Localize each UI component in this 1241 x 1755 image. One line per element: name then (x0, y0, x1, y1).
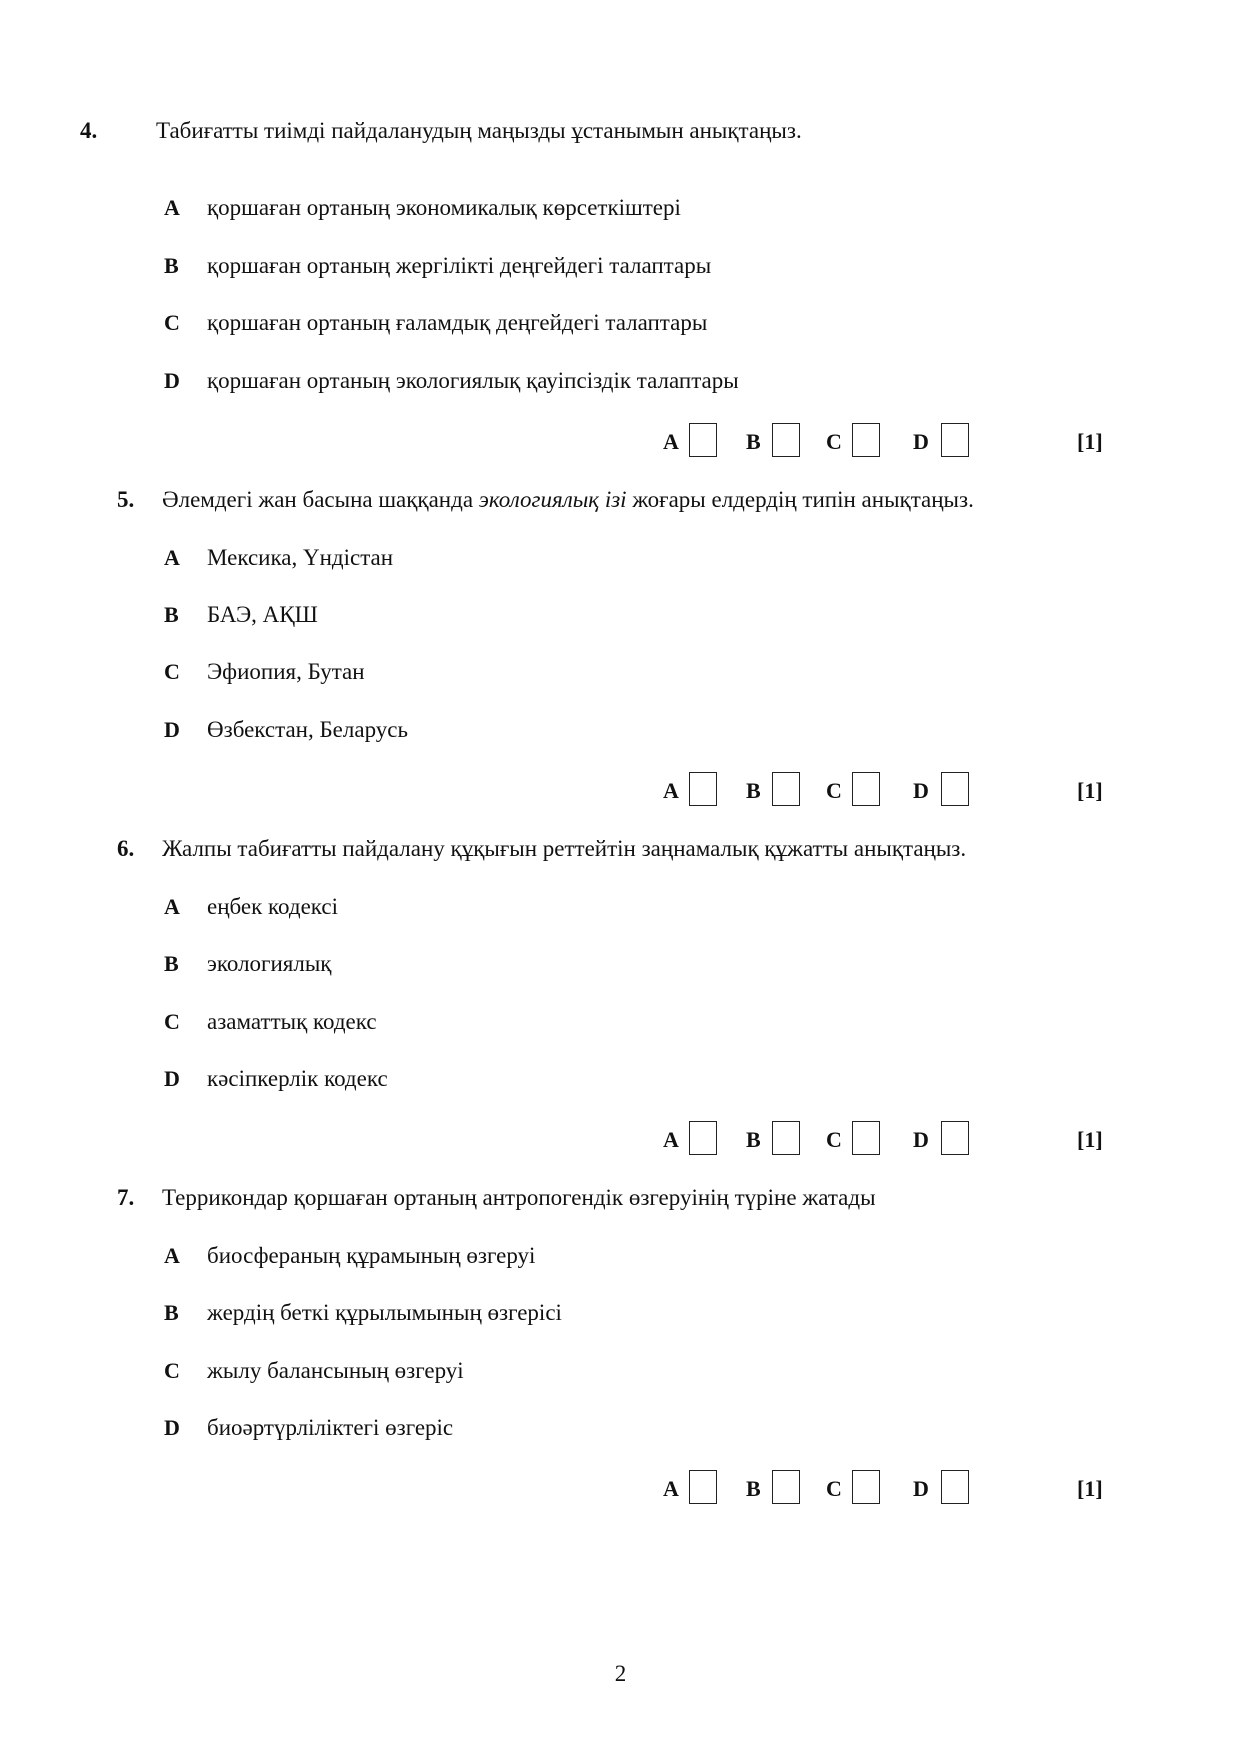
option-letter: B (164, 951, 179, 976)
marks: [1] (1077, 1476, 1103, 1501)
option-letter: D (164, 368, 180, 393)
answer-row (0, 423, 1241, 463)
option-text: экологиялық (207, 951, 332, 976)
answer-row (0, 772, 1241, 812)
option-a (0, 1243, 1241, 1273)
option-b (0, 602, 1241, 632)
answer-box-d[interactable] (941, 423, 969, 457)
option-text: БАЭ, АҚШ (207, 602, 318, 627)
option-letter: C (164, 310, 180, 335)
option-text: азаматтық кодекс (207, 1009, 377, 1034)
answer-box-c[interactable] (852, 1121, 880, 1155)
question-text: Табиғатты тиімді пайдаланудың маңызды ұстанымын анықтаңыз. (156, 118, 802, 143)
option-text: Өзбекстан, Беларусь (207, 717, 408, 742)
option-text: Мексика, Үндістан (207, 545, 394, 570)
answer-letter-b: B (746, 778, 761, 803)
answer-box-c[interactable] (852, 772, 880, 806)
option-letter: D (164, 1066, 180, 1091)
answer-letter-b: B (746, 429, 761, 454)
option-a (0, 195, 1241, 225)
answer-box-d[interactable] (941, 1470, 969, 1504)
option-letter: B (164, 602, 179, 627)
answer-box-c[interactable] (852, 1470, 880, 1504)
option-text: биосфераның құрамының өзгеруі (207, 1243, 536, 1268)
option-text: қоршаған ортаның ғаламдық деңгейдегі талаптары (207, 310, 708, 335)
answer-box-a[interactable] (689, 423, 717, 457)
option-d (0, 1415, 1241, 1445)
answer-letter-d: D (913, 1476, 929, 1501)
option-d (0, 717, 1241, 747)
option-letter: A (164, 1243, 180, 1268)
answer-box-a[interactable] (689, 1121, 717, 1155)
answer-row (0, 1470, 1241, 1510)
answer-letter-a: A (663, 1127, 679, 1152)
option-c (0, 659, 1241, 689)
option-a (0, 545, 1241, 575)
answer-letter-b: B (746, 1476, 761, 1501)
question-number: 5. (117, 487, 135, 512)
answer-letter-d: D (913, 429, 929, 454)
option-b (0, 951, 1241, 981)
option-d (0, 1066, 1241, 1096)
option-letter: B (164, 1300, 179, 1325)
answer-letter-b: B (746, 1127, 761, 1152)
question-number: 6. (117, 836, 135, 861)
answer-letter-d: D (913, 778, 929, 803)
option-b (0, 1300, 1241, 1330)
answer-letter-a: A (663, 778, 679, 803)
option-text: қоршаған ортаның жергілікті деңгейдегі талаптары (207, 253, 712, 278)
option-text: кәсіпкерлік кодекс (207, 1066, 388, 1091)
option-text: қоршаған ортаның экономикалық көрсеткіштері (207, 195, 681, 220)
answer-box-b[interactable] (772, 1121, 800, 1155)
option-text: қоршаған ортаның экологиялық қауіпсіздік талаптары (207, 368, 739, 393)
option-letter: D (164, 1415, 180, 1440)
italic-term: экологиялық ізі (478, 487, 627, 512)
option-a (0, 894, 1241, 924)
answer-box-d[interactable] (941, 1121, 969, 1155)
question-text: Әлемдегі жан басына шаққанда экологиялық ізі жоғары елдердің типін анықтаңыз. (162, 487, 974, 512)
option-text: биоәртүрліліктегі өзгеріс (207, 1415, 454, 1440)
option-letter: A (164, 195, 180, 220)
question-text: Террикондар қоршаған ортаның антропогендік өзгеруінің түріне жатады (162, 1185, 876, 1210)
option-text: еңбек кодексі (207, 894, 339, 919)
answer-box-a[interactable] (689, 1470, 717, 1504)
question-number: 4. (80, 118, 98, 143)
option-c (0, 310, 1241, 340)
option-c (0, 1009, 1241, 1039)
option-text: жылу балансының өзгеруі (207, 1358, 464, 1383)
page-number: 2 (614, 1661, 627, 1686)
option-letter: D (164, 717, 180, 742)
marks: [1] (1077, 778, 1103, 803)
answer-box-b[interactable] (772, 423, 800, 457)
answer-box-d[interactable] (941, 772, 969, 806)
option-d (0, 368, 1241, 398)
answer-box-b[interactable] (772, 1470, 800, 1504)
answer-letter-a: A (663, 1476, 679, 1501)
answer-row (0, 1121, 1241, 1161)
option-letter: A (164, 545, 180, 570)
option-letter: C (164, 659, 180, 684)
option-letter: C (164, 1009, 180, 1034)
answer-box-a[interactable] (689, 772, 717, 806)
option-b (0, 253, 1241, 283)
answer-box-c[interactable] (852, 423, 880, 457)
marks: [1] (1077, 1127, 1103, 1152)
option-text: жердің беткі құрылымының өзгерісі (207, 1300, 562, 1325)
option-letter: A (164, 894, 180, 919)
question-number: 7. (117, 1185, 135, 1210)
answer-letter-c: C (826, 778, 842, 803)
option-text: Эфиопия, Бутан (207, 659, 365, 684)
answer-letter-c: C (826, 1127, 842, 1152)
option-letter: B (164, 253, 179, 278)
question-text: Жалпы табиғатты пайдалану құқығын реттейтін заңнамалық құжатты анықтаңыз. (162, 836, 967, 861)
answer-letter-d: D (913, 1127, 929, 1152)
marks: [1] (1077, 429, 1103, 454)
answer-letter-c: C (826, 1476, 842, 1501)
option-letter: C (164, 1358, 180, 1383)
answer-box-b[interactable] (772, 772, 800, 806)
option-c (0, 1358, 1241, 1388)
answer-letter-c: C (826, 429, 842, 454)
answer-letter-a: A (663, 429, 679, 454)
